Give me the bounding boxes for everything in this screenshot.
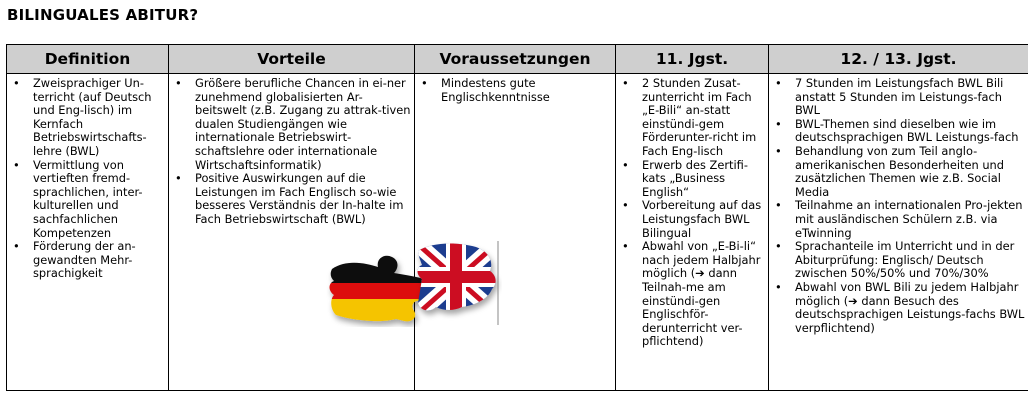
list-item: • Abwahl von „E-Bi-li“ nach jedem Halbjahr möglich (➔ dann Teilnah-me am einstündi-gen Englischför-derunterricht ver-pflichtend) xyxy=(642,240,766,349)
cell-vorteile xyxy=(169,74,415,391)
header-11-jgst: 11. Jgst. xyxy=(616,45,769,74)
list-item: • Vorbereitung auf das Leistungsfach BWL Bilingual xyxy=(642,199,766,240)
list-item: • Sprachanteile im Unterricht und in der Abiturprüfung: Englisch/ Deutsch zwischen 50%/50% und 70%/30% xyxy=(795,240,1026,281)
content-row xyxy=(7,74,1028,391)
header-vorteile: Vorteile xyxy=(169,45,415,74)
info-table xyxy=(6,44,1028,391)
list-item: • Erwerb des Zertifi-kats „Business English“ xyxy=(642,159,766,200)
flag-puzzle-image xyxy=(326,239,502,327)
list-item: • Positive Auswirkungen auf die Leistungen im Fach Englisch so-wie besseres Verständnis der In-halte im Fach Betriebswirtschaft (BWL) xyxy=(195,172,412,226)
definition-list xyxy=(9,77,166,281)
list-item: • Größere berufliche Chancen in ei-ner zunehmend globalisierten Ar-beitswelt (z.B. Zugang zu attrak-tiven dualen Studiengängen wie internationale Betriebswirt-schaftslehre oder internationale Wirtschaftsinformatik) xyxy=(195,77,412,172)
list-item: • Zweisprachiger Un-terricht (auf Deutsch und Eng-lisch) im Kernfach Betriebswirtschafts-lehre (BWL) xyxy=(33,77,166,159)
cell-12-13-jgst xyxy=(769,74,1028,391)
header-definition: Definition xyxy=(7,45,169,74)
cell-definition xyxy=(7,74,169,391)
list-item: • Teilnahme an internationalen Pro-jekten mit ausländischen Schülern z.B. via eTwinning xyxy=(795,199,1026,240)
page-title: BILINGUALES ABITUR? xyxy=(7,6,199,24)
list-item: • Förderung der an-gewandten Mehr-sprachigkeit xyxy=(33,240,166,281)
voraussetzungen-list xyxy=(417,77,613,104)
list-item: • Mindestens gute Englischkenntnisse xyxy=(441,77,613,104)
list-item: • 2 Stunden Zusat-zunterricht im Fach „E-Bili“ an-statt einstündi-gem Förderunter-richt im Fach Eng-lisch xyxy=(642,77,766,159)
list-item: • Behandlung von zum Teil anglo-amerikanischen Besonderheiten und zusätzlichen Themen wie z.B. Social Media xyxy=(795,145,1026,199)
header-voraussetzungen: Voraussetzungen xyxy=(415,45,616,74)
list-item: • BWL-Themen sind dieselben wie im deutschsprachigen BWL Leistungs-fach xyxy=(795,118,1026,145)
cell-voraussetzungen xyxy=(415,74,616,391)
list-item: • 7 Stunden im Leistungsfach BWL Bili anstatt 5 Stunden im Leistungs-fach BWL xyxy=(795,77,1026,118)
jgst-12-13-list xyxy=(771,77,1026,335)
vorteile-list xyxy=(171,77,412,227)
header-12-13-jgst: 12. / 13. Jgst. xyxy=(769,45,1028,74)
jgst-11-list xyxy=(618,77,766,349)
list-item: • Vermittlung von vertieften fremd-sprachlichen, inter-kulturellen und sachfachlichen Kompetenzen xyxy=(33,159,166,241)
cell-11-jgst xyxy=(616,74,769,391)
list-item: • Abwahl von BWL Bili zu jedem Halbjahr möglich (➔ dann Besuch des deutschsprachigen Leistungs-fachs BWL verpflichtend) xyxy=(795,281,1026,335)
uk-flag-piece xyxy=(412,239,502,319)
header-row xyxy=(7,45,1028,74)
